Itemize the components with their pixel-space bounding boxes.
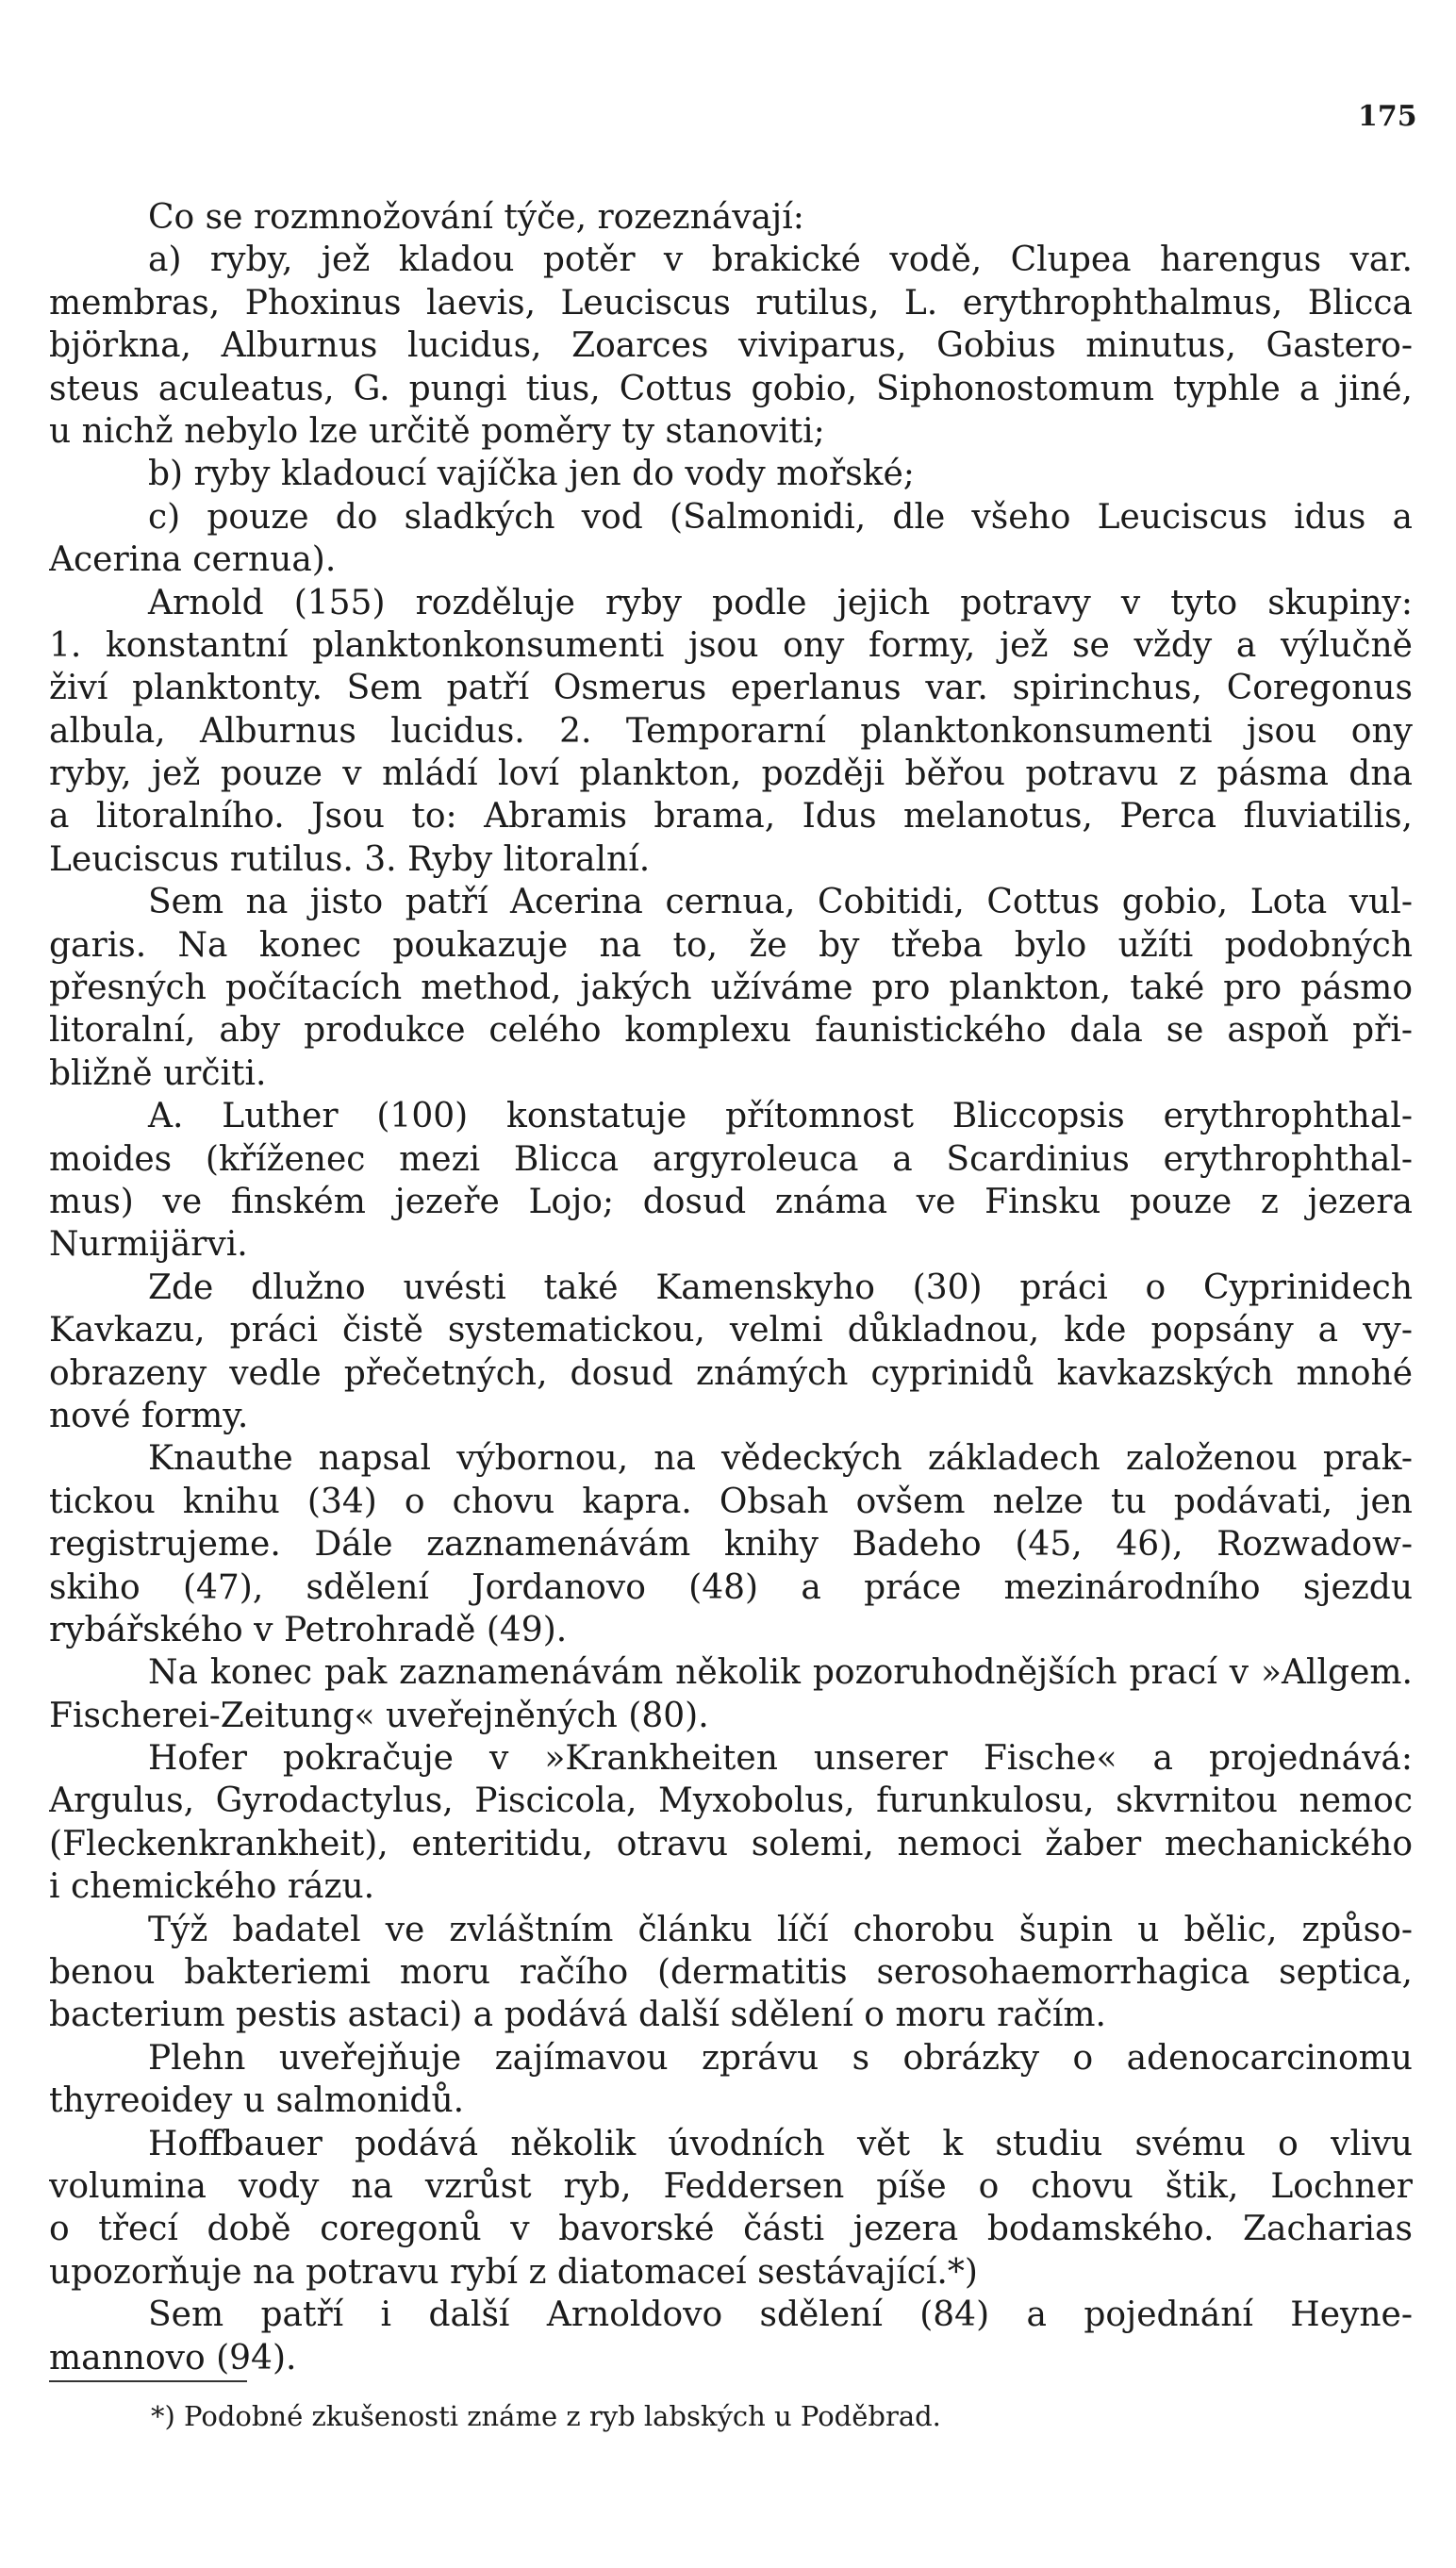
text-line: garis. Na konec poukazuje na to, že by třeba bylo užíti podobných — [49, 925, 1413, 965]
text-line: Zde dlužno uvésti také Kamenskyho (30) práci o Cyprinidech — [148, 1267, 1413, 1307]
text-line: moides (kříženec mezi Blicca argyroleuca a Scardinius erythrophthal- — [49, 1139, 1413, 1179]
text-line: Hoffbauer podává několik úvodních vět k studiu svému o vlivu — [148, 2124, 1413, 2163]
text-line: a litoralního. Jsou to: Abramis brama, Idus melanotus, Perca fluviatilis, — [49, 797, 1413, 837]
footnote-divider — [49, 2380, 247, 2382]
text-line: tickou knihu (34) o chovu kapra. Obsah ovšem nelze tu podávati, jen — [49, 1482, 1413, 1521]
text-line: 1. konstantní planktonkonsumenti jsou ony formy, jež se vždy a výlučně — [49, 625, 1413, 665]
text-line: Týž badatel ve zvláštním článku líčí chorobu šupin u bělic, způso- — [148, 1910, 1413, 1949]
text-line: (Fleckenkrankheit), enteritidu, otravu solemi, nemoci žaber mechanického — [49, 1824, 1413, 1864]
text-line: b) ryby kladoucí vajíčka jen do vody mořské; — [148, 455, 915, 494]
text-line: thyreoidey u salmonidů. — [49, 2081, 465, 2121]
text-line: Arnold (155) rozděluje ryby podle jejich potravy v tyto skupiny: — [148, 583, 1413, 622]
body-text — [49, 196, 1413, 2379]
text-line: obrazeny vedle přečetných, dosud známých cyprinidů kavkazských mnohé — [49, 1353, 1413, 1393]
text-line: bacterium pestis astaci) a podává další sdělení o moru račím. — [49, 1996, 1106, 2035]
text-line: Knauthe napsal výbornou, na vědeckých základech založenou prak- — [148, 1439, 1413, 1479]
text-line: albula, Alburnus lucidus. 2. Temporarní planktonkonsumenti jsou ony — [49, 711, 1413, 751]
text-line: A. Luther (100) konstatuje přítomnost Bliccopsis erythrophthal- — [148, 1097, 1413, 1136]
text-line: rybářského v Petrohradě (49). — [49, 1610, 568, 1649]
text-line: a) ryby, jež kladou potěr v brakické vodě, Clupea harengus var. — [148, 240, 1413, 280]
text-line: steus aculeatus, G. pungi tius, Cottus gobio, Siphonostomum typhle a jiné, — [49, 369, 1413, 408]
text-line: litoralní, aby produkce celého komplexu faunistického dala se aspoň při- — [49, 1011, 1413, 1051]
text-line: Plehn uveřejňuje zajímavou zprávu s obrázky o adenocarcinomu — [148, 2038, 1413, 2078]
text-line: přesných počítacích method, jakých užíváme pro plankton, také pro pásmo — [49, 969, 1413, 1008]
text-line: Leuciscus rutilus. 3. Ryby litoralní. — [49, 839, 651, 879]
text-line: björkna, Alburnus lucidus, Zoarces viviparus, Gobius minutus, Gastero- — [49, 326, 1413, 366]
text-line: živí planktonty. Sem patří Osmerus eperlanus var. spirinchus, Coregonus — [49, 669, 1413, 708]
text-line: volumina vody na vzrůst ryb, Feddersen píše o chovu štik, Lochner — [49, 2166, 1413, 2206]
text-line: bližně určiti. — [49, 1053, 267, 1093]
text-line: Argulus, Gyrodactylus, Piscicola, Myxobolus, furunkulosu, skvrnitou nemoc — [49, 1781, 1413, 1821]
text-line: Acerina cernua). — [49, 540, 337, 580]
text-line: Co se rozmnožování týče, rozeznávají: — [148, 198, 804, 237]
page-number: 175 — [1358, 100, 1417, 133]
text-line: Sem na jisto patří Acerina cernua, Cobitidi, Cottus gobio, Lota vul- — [148, 883, 1413, 922]
text-line: Nurmijärvi. — [49, 1225, 248, 1265]
text-line: Kavkazu, práci čistě systematickou, velmi důkladnou, kde popsány a vy- — [49, 1311, 1413, 1350]
text-line: Na konec pak zaznamenávám několik pozoruhodnějších prací v »Allgem. — [148, 1653, 1413, 1693]
text-line: u nichž nebylo lze určitě poměry ty stanoviti; — [49, 411, 825, 451]
text-line: i chemického rázu. — [49, 1867, 375, 1907]
text-line: mus) ve finském jezeře Lojo; dosud známa ve Finsku pouze z jezera — [49, 1182, 1413, 1221]
text-line: c) pouze do sladkých vod (Salmonidi, dle všeho Leuciscus idus a — [148, 497, 1413, 537]
footnote: *) Podobné zkušenosti známe z ryb labských u Poděbrad. — [151, 2400, 941, 2432]
text-line: benou bakteriemi moru račího (dermatitis serosohaemorrhagica septica, — [49, 1953, 1413, 1993]
text-line: Fischerei-Zeitung« uveřejněných (80). — [49, 1696, 709, 1735]
text-line: membras, Phoxinus laevis, Leuciscus rutilus, L. erythrophthalmus, Blicca — [49, 283, 1413, 323]
text-line: o třecí době coregonů v bavorské části jezera bodamského. Zacharias — [49, 2210, 1413, 2249]
text-line: nové formy. — [49, 1396, 249, 1435]
text-line: ryby, jež pouze v mládí loví plankton, později běřou potravu z pásma dna — [49, 754, 1413, 794]
text-line: Hofer pokračuje v »Krankheiten unserer Fische« a projednává: — [148, 1739, 1413, 1779]
text-line: upozorňuje na potravu rybí z diatomaceí sestávající.*) — [49, 2252, 978, 2292]
text-line: Sem patří i další Arnoldovo sdělení (84) a pojednání Heyne- — [148, 2295, 1413, 2335]
text-line: registrujeme. Dále zaznamenávám knihy Badeho (45, 46), Rozwadow- — [49, 1525, 1413, 1565]
text-line: mannovo (94). — [49, 2338, 297, 2377]
text-line: skiho (47), sdělení Jordanovo (48) a práce mezinárodního sjezdu — [49, 1567, 1413, 1607]
